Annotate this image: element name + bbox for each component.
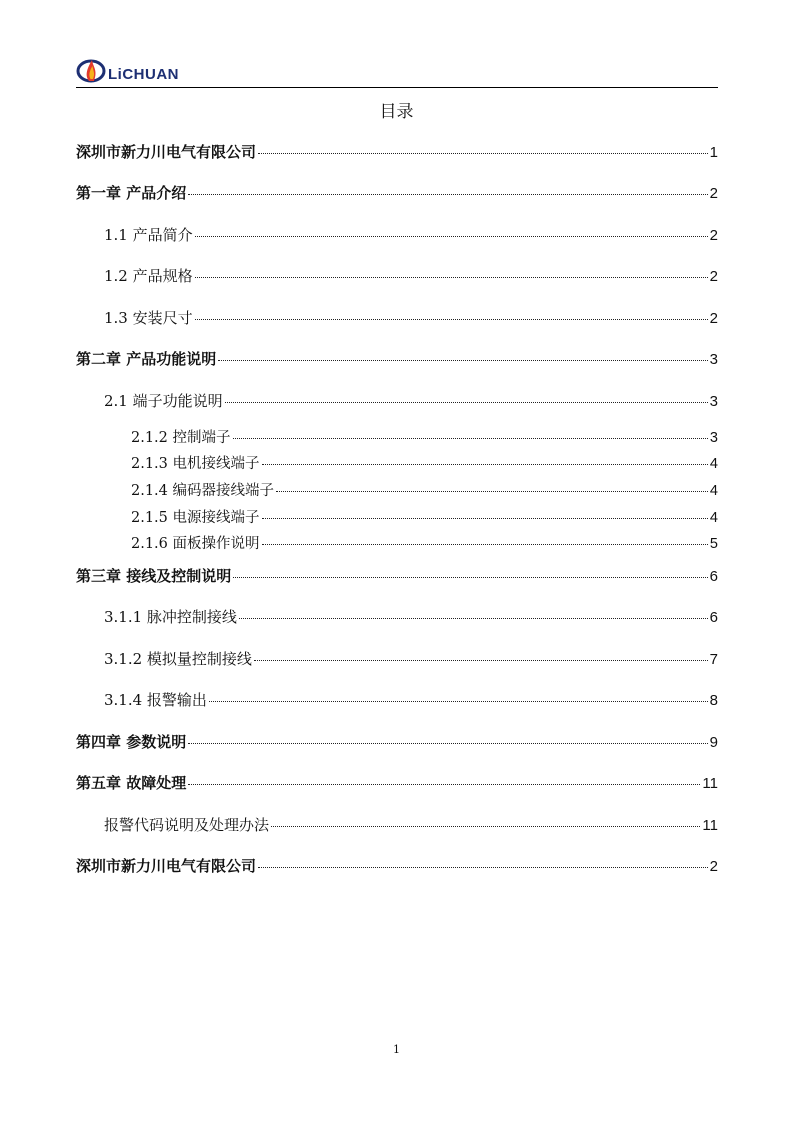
dot-leader — [188, 194, 707, 195]
toc-entry-page: 4 — [709, 483, 718, 499]
dot-leader — [225, 402, 708, 403]
header-divider — [76, 87, 718, 88]
dot-leader — [218, 360, 707, 361]
toc-title: 目录 — [379, 102, 414, 122]
toc-entry-label: 第三章 接线及控制说明 — [76, 567, 232, 585]
toc-entry-label: 深圳市新力川电气有限公司 — [76, 857, 257, 875]
toc-entry[interactable] — [76, 772, 718, 793]
toc-entry[interactable] — [76, 348, 718, 369]
toc-entry[interactable] — [131, 452, 718, 473]
toc-entry-page: 6 — [709, 568, 718, 585]
toc-entry-label: 2.1.2 控制端子 — [131, 430, 231, 446]
toc-entry-page: 11 — [702, 775, 718, 792]
dot-leader — [258, 153, 708, 154]
dot-leader — [239, 618, 708, 619]
dot-leader — [258, 867, 708, 868]
toc-entry[interactable] — [104, 265, 718, 286]
dot-leader — [209, 701, 708, 702]
company-logo — [76, 54, 179, 86]
toc-entry[interactable] — [104, 814, 718, 835]
toc-entry[interactable] — [76, 565, 718, 586]
toc-entry-page: 8 — [709, 692, 718, 709]
dot-leader — [188, 743, 707, 744]
toc-entry[interactable] — [104, 224, 718, 245]
toc-entry[interactable] — [76, 855, 718, 876]
toc-entry-label: 3.1.4 报警输出 — [104, 691, 207, 709]
toc-entry[interactable] — [104, 307, 718, 328]
dot-leader — [233, 438, 708, 439]
toc-entry-page: 1 — [709, 144, 718, 161]
toc-entry-label: 第四章 参数说明 — [76, 733, 187, 751]
dot-leader — [262, 464, 708, 465]
toc-entry-label: 1.2 产品规格 — [104, 267, 193, 285]
dot-leader — [262, 544, 708, 545]
dot-leader — [195, 277, 708, 278]
toc-entry-label: 2.1 端子功能说明 — [104, 392, 223, 410]
dot-leader — [276, 491, 708, 492]
toc-entry-page: 9 — [709, 734, 718, 751]
dot-leader — [233, 577, 707, 578]
toc-entry-page: 3 — [709, 393, 718, 410]
toc-entry-label: 第一章 产品介绍 — [76, 184, 187, 202]
toc-entry[interactable] — [76, 141, 718, 162]
dot-leader — [195, 236, 708, 237]
toc-entry-page: 2 — [709, 858, 718, 875]
toc-entry-page: 6 — [709, 609, 718, 626]
lichuan-logo-icon — [76, 55, 106, 85]
toc-entry-label: 深圳市新力川电气有限公司 — [76, 143, 257, 161]
toc-entry-label: 2.1.4 编码器接线端子 — [131, 483, 275, 499]
toc-entry-page: 2 — [709, 227, 718, 244]
toc-entry[interactable] — [104, 390, 718, 411]
toc-entry-label: 3.1.2 模拟量控制接线 — [104, 650, 252, 668]
toc-entry-page: 3 — [709, 430, 718, 446]
dot-leader — [254, 660, 708, 661]
toc-entry-page: 2 — [709, 310, 718, 327]
toc-entry-page: 2 — [709, 268, 718, 285]
toc-entry-label: 1.3 安装尺寸 — [104, 309, 193, 327]
dot-leader — [271, 826, 700, 827]
toc-entry[interactable] — [131, 506, 718, 527]
dot-leader — [262, 518, 708, 519]
toc-entry[interactable] — [76, 182, 718, 203]
toc-entry-page: 7 — [709, 651, 718, 668]
toc-entry[interactable] — [131, 479, 718, 500]
toc-entry-page: 11 — [702, 817, 718, 834]
toc-entry-page: 2 — [709, 185, 718, 202]
toc-entry-label: 第二章 产品功能说明 — [76, 350, 217, 368]
toc-entry[interactable] — [131, 532, 718, 553]
toc-entry-label: 2.1.5 电源接线端子 — [131, 510, 260, 526]
toc-entry[interactable] — [104, 648, 718, 669]
toc-entry-label: 3.1.1 脉冲控制接线 — [104, 608, 237, 626]
dot-leader — [195, 319, 708, 320]
toc-entry-label: 2.1.6 面板操作说明 — [131, 536, 260, 552]
page-number: 1 — [393, 1043, 400, 1056]
toc-entry-page: 5 — [709, 536, 718, 552]
toc-entry[interactable] — [104, 606, 718, 627]
toc-entry[interactable] — [131, 426, 718, 447]
toc-entry-page: 4 — [709, 456, 718, 472]
toc-entry-page: 4 — [709, 510, 718, 526]
toc-entry-label: 2.1.3 电机接线端子 — [131, 456, 260, 472]
toc-entry[interactable] — [76, 731, 718, 752]
dot-leader — [188, 784, 700, 785]
page-header — [76, 52, 718, 88]
toc-entry-label: 1.1 产品简介 — [104, 226, 193, 244]
toc-entry[interactable] — [104, 689, 718, 710]
toc-entry-page: 3 — [709, 351, 718, 368]
logo-wordmark: LiCHUAN — [108, 65, 179, 83]
toc-entry-label: 报警代码说明及处理办法 — [104, 816, 270, 834]
toc-entry-label: 第五章 故障处理 — [76, 774, 187, 792]
